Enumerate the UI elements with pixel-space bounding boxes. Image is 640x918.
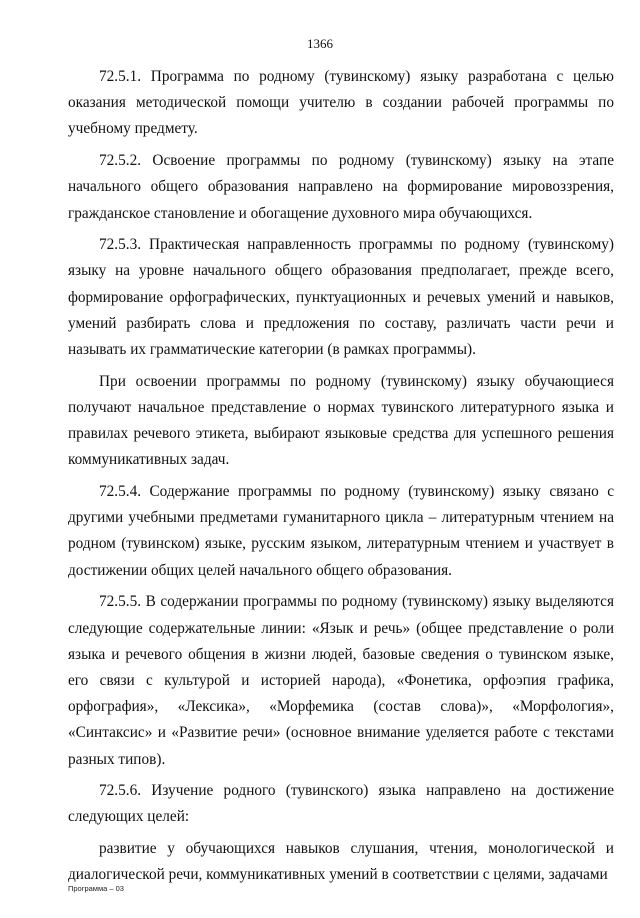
paragraph-mastering-program: При освоении программы по родному (тувинскому) языку обучающиеся получают начальное представление о нормах тувинского литературного языка и правилах речевого этикета, выбирают языковые средства для успешного решения коммуникативных задач. [68,372,614,469]
paragraph-72-5-2: 72.5.2. Освоение программы по родному (тувинскому) языку на этапе начального общего образования направлено на формирование мировоззрения, гражданское становление и обогащение духовного мира обучающихся. [68,152,614,222]
paragraph-goal-development: развитие у обучающихся навыков слушания, чтения, монологической и диалогической речи, коммуникативных умений в соответствии с целями, задачами [68,840,614,884]
document-body [68,64,614,894]
paragraph-72-5-4: 72.5.4. Содержание программы по родному (тувинскому) языку связано с другими учебными предметами гуманитарного цикла – литературным чтением на родном (тувинском) языке, русским языком, литературным чтением и участвует в достижении общих целей начального общего образования. [68,483,614,579]
paragraph-72-5-3: 72.5.3. Практическая направленность программы по родному (тувинскому) языку на уровне начального общего образования предполагает, прежде всего, формирование орфографических, пунктуационных и речевых умений и навыков, умений разбирать слова и предложения по составу, различать части речи и называть их грамматические категории (в рамках программы). [68,236,614,359]
paragraph-72-5-1: 72.5.1. Программа по родному (тувинскому) языку разработана с целью оказания методической помощи учителю в создании рабочей программы по учебному предмету. [68,68,614,138]
page-footer: Программа – 03 [68,884,124,893]
paragraph-72-5-6: 72.5.6. Изучение родного (тувинского) языка направлено на достижение следующих целей: [68,782,614,826]
page-number: 1366 [307,36,333,51]
paragraph-72-5-5: 72.5.5. В содержании программы по родному (тувинскому) языку выделяются следующие содержательные линии: «Язык и речь» (общее представление о роли языка и речевого общения в жизни людей, базовые сведения о тувинском языке, его связи с культурой и историей народа), «Фонетика, орфоэпия графика, орфография», «Лексика», «Морфемика (состав слова)», «Морфология», «Синтаксис» и «Развитие речи» (основное внимание уделяется работе с текстами разных типов). [68,593,614,768]
